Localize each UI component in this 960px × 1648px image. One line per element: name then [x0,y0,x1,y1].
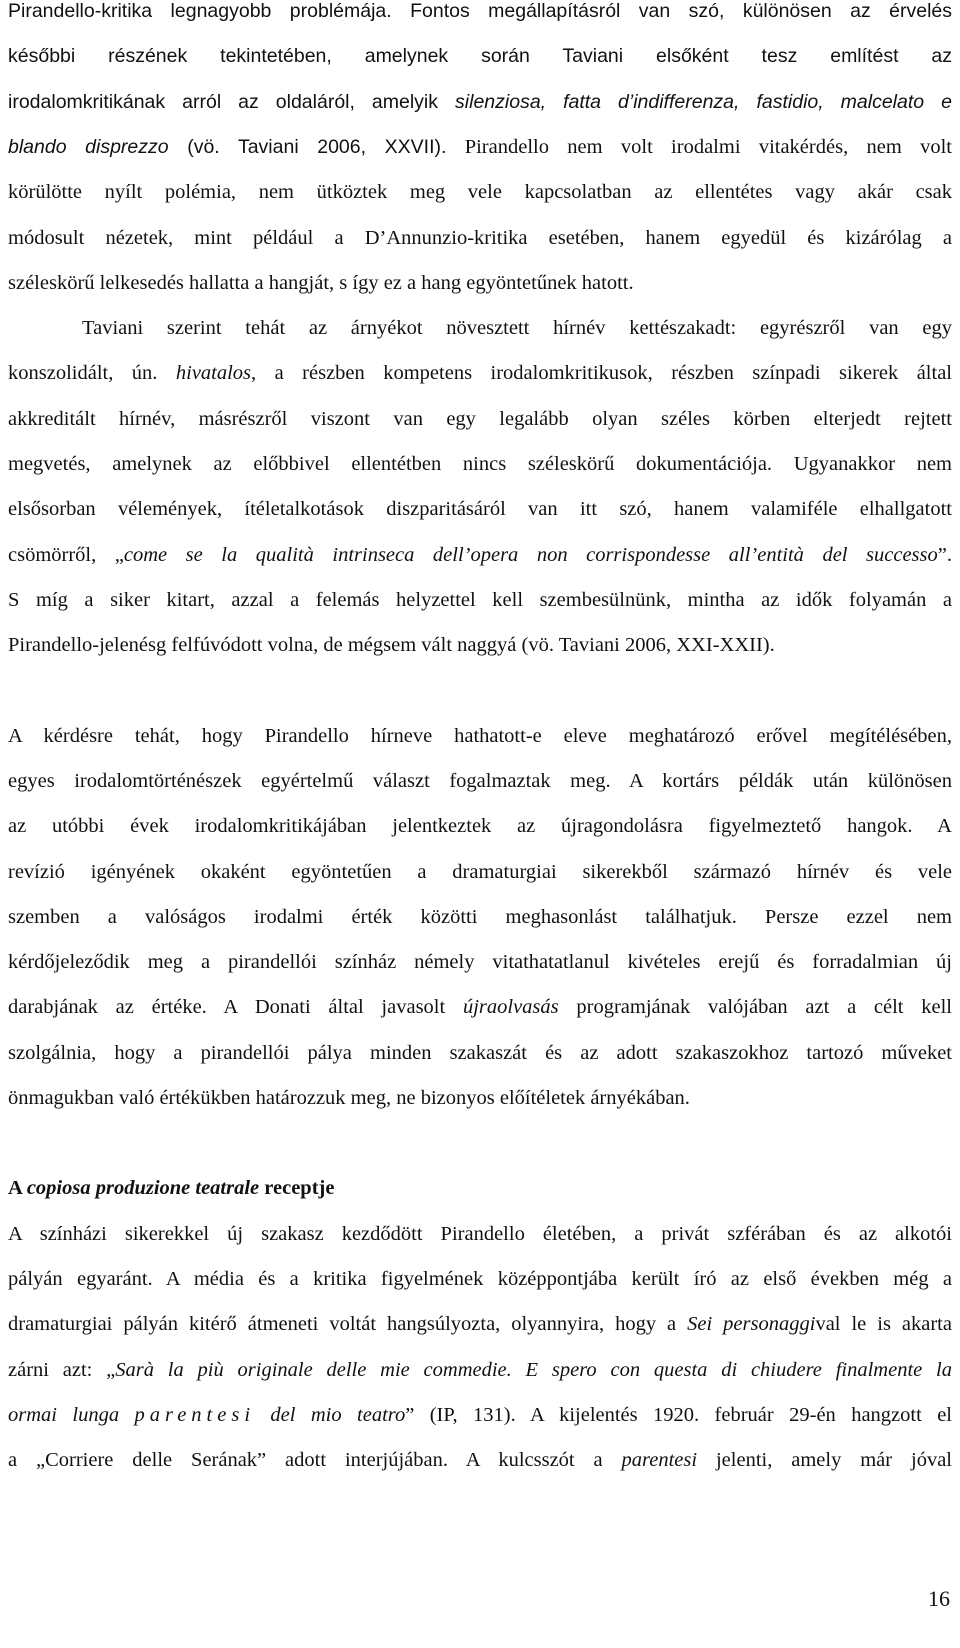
text-line: az utóbbi évek irodalomkritikájában jelentkeztek az újragondolásra figyelmeztető hangok. A [8,815,952,837]
text-line: konszolidált, ún. hivatalos, a részben kompetens irodalomkritikusok, részben színpadi sikerek által [8,362,952,384]
text-line: Taviani szerint tehát az árnyékot növesztett hírnév kettészakadt: egyrészről van egy [82,317,952,339]
text-line: S míg a siker kitart, azzal a felemás helyzettel kell szembesülnünk, mintha az idők folyamán a [8,589,952,611]
text-line: dramaturgiai pályán kitérő átmeneti voltát hangsúlyozta, olyannyira, hogy a Sei personaggival le is akarta [8,1313,952,1335]
text-line: egyes irodalomtörténészek egyértelmű választ fogalmaztak meg. A kortárs példák után különösen [8,770,952,792]
text-line: A színházi sikerekkel új szakasz kezdődött Pirandello életében, a privát szférában és az alkotói [8,1223,952,1245]
text-line: módosult nézetek, mint például a D’Annunzio-kritika esetében, hanem egyedül és kizárólag a [8,227,952,249]
text-line: revízió igényének okaként egyöntetűen a dramaturgiai sikerekből származó hírnév és vele [8,861,952,883]
text-line: blando disprezzo (vö. Taviani 2006, XXVII). Pirandello nem volt irodalmi vitakérdés, nem volt [8,136,952,158]
text-line: A kérdésre tehát, hogy Pirandello hírneve hathatott-e eleve meghatározó erővel megítélésében, [8,725,952,747]
text-line: széleskörű lelkesedés hallatta a hangját, s így ez a hang egyöntetűnek hatott. [8,272,634,294]
page-number: 16 [928,1586,950,1611]
text-line: a „Corriere delle Serának” adott interjújában. A kulcsszót a parentesi jelenti, amely már jóval [8,1449,952,1471]
text-line: akkreditált hírnév, másrészről viszont van egy legalább olyan széles körben elterjedt rejtett [8,408,952,430]
text-line: körülötte nyílt polémia, nem ütköztek meg vele kapcsolatban az ellentétes vagy akár csak [8,181,952,203]
text-line: zárni azt: „Sarà la più originale delle mie commedie. E spero con questa di chiudere finalmente la [8,1359,952,1381]
text-line: önmagukban való értékükben határozzuk meg, ne bizonyos előítéletek árnyékában. [8,1087,690,1109]
text-line: irodalomkritikának arról az oldaláról, amelyik silenziosa, fatta d’indifferenza, fastidio, malcelato e [8,91,952,113]
text-line: megvetés, amelynek az előbbivel ellentétben nincs széleskörű dokumentációja. Ugyanakkor nem [8,453,952,475]
text-line: elsősorban vélemények, ítéletalkotások diszparitásáról van itt szó, hanem valamiféle elhallgatott [8,498,952,520]
text-line: Pirandello-kritika legnagyobb problémája. Fontos megállapításról van szó, különösen az érvelés [8,0,952,22]
text-line: kérdőjeleződik meg a pirandellói színház némely vitathatatlanul kivételes erejű és forradalmian új [8,951,952,973]
text-line: pályán egyaránt. A média és a kritika figyelmének középpontjába került író az első években még a [8,1268,952,1290]
text-line: csömörről, „come se la qualità intrinseca dell’opera non corrispondesse all’entità del successo”. [8,544,952,566]
text-line: szemben a valóságos irodalmi érték közötti meghasonlást találhatjuk. Persze ezzel nem [8,906,952,928]
text-line: Pirandello-jelenésg felfúvódott volna, de mégsem vált naggyá (vö. Taviani 2006, XXI-XXII). [8,634,775,656]
text-line: későbbi részének tekintetében, amelynek során Taviani elsőként tesz említést az [8,45,952,67]
section-heading: A copiosa produzione teatrale receptje [8,1177,335,1199]
text-line: darabjának az értéke. A Donati által javasolt újraolvasás programjának valójában azt a célt kell [8,996,952,1018]
text-line: szolgálnia, hogy a pirandellói pálya minden szakaszát és az adott szakaszokhoz tartozó műveket [8,1042,952,1064]
text-line: ormai lunga parentesi del mio teatro” (IP, 131). A kijelentés 1920. február 29-én hangzott el [8,1404,952,1426]
